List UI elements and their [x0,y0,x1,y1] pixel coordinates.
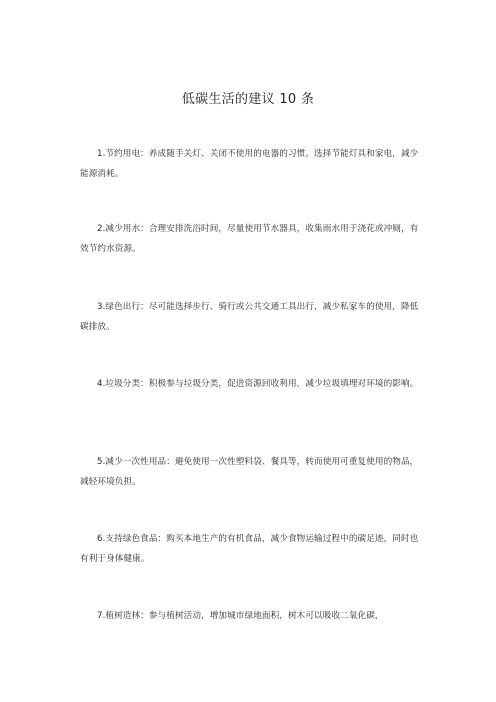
suggestion-item-7: 7.植树造林：参与植树活动，增加城市绿地面积，树木可以吸收二氧化碳， [97,611,384,621]
suggestion-item-1: 1.节约用电：养成随手关灯、关闭不使用的电器的习惯。选择节能灯具和家电，减少能源消耗。 [80,149,419,179]
suggestion-item-6: 6.支持绿色食品：购买本地生产的有机食品，减少食物运输过程中的碳足迹，同时也有利于身体健康。 [80,534,419,564]
suggestion-item-2: 2.减少用水：合理安排洗浴时间，尽量使用节水器具，收集雨水用于浇花或冲厕，有效节约水资源。 [80,224,419,254]
document-title: 低碳生活的建议 10 条 [181,92,315,107]
suggestion-item-5: 5.减少一次性用品：避免使用一次性塑料袋、餐具等，转而使用可重复使用的物品，减轻环境负担。 [80,457,419,487]
suggestion-item-4: 4.垃圾分类：积极参与垃圾分类，促进资源回收利用，减少垃圾填埋对环境的影响。 [97,379,419,389]
suggestion-item-3: 3.绿色出行：尽可能选择步行、骑行或公共交通工具出行，减少私家车的使用，降低碳排放。 [80,302,419,332]
